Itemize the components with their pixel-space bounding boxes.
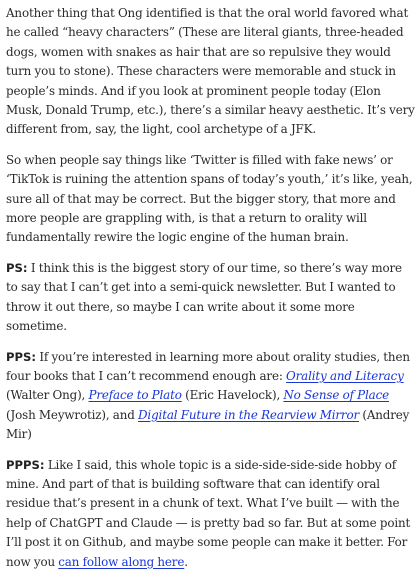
paragraph-orality-rewire: So when people say things like ‘Twitter is filled with fake news’ or ‘TikTok is ruining the attention spans of today’s youth,’ it’s like, yeah, sure all of that may be correct. But the bigger story, that more and more people are grappling with, is that a return to orality will fundamentally rewire the logic engine of the human brain. [6, 152, 413, 245]
book-link-preface-to-plato[interactable]: Preface to Plato [88, 388, 182, 403]
ppps-label: PPPS: [6, 457, 45, 472]
postscript-ppps [6, 456, 416, 572]
paragraph-heavy-characters: Another thing that Ong identified is that the oral world favored what he called “heavy characters” (These are literal giants, three-headed dogs, women with snakes as hair that are so repulsive they would turn you to stone). These characters were memorable and stuck in people’s minds. And if you look at prominent people today (Elon Musk, Donald Trump, etc.), there’s a similar heavy aesthetic. It’s very different from, say, the light, cool archetype of a JFK. [6, 6, 415, 137]
book-author-2: (Eric Havelock), [181, 388, 284, 403]
book-link-orality-and-literacy[interactable]: Orality and Literacy [286, 368, 404, 383]
book-author-4: (Andrey Mir) [6, 407, 410, 442]
postscript-pps [6, 348, 416, 445]
ps-label: PS: [6, 260, 28, 275]
ppps-end: . [184, 554, 188, 569]
book-author-1: (Walter Ong), [6, 388, 89, 403]
postscript-ps [6, 259, 416, 337]
book-link-no-sense-of-place[interactable]: No Sense of Place [283, 388, 390, 403]
ps-text: I think this is the biggest story of our time, so there’s way more to say that I can’t get into a semi-quick newsletter. But I wanted to throw it out there, so maybe I can write about it some more sometime. [6, 260, 402, 334]
ppps-text: Like I said, this whole topic is a side-side-side-side hobby of mine. And part of that is building software that can identify oral residue that’s present in a chunk of text. What I’ve built — with the help of ChatGPT and Claude — is pretty bad so far. But at some point I’ll post it on Github, and maybe some people can make it better. For now you [6, 457, 411, 569]
book-author-3: (Josh Meywrotiz), and [6, 407, 139, 422]
follow-along-link[interactable]: can follow along here [58, 554, 185, 569]
article-body [6, 4, 416, 572]
pps-label: PPS: [6, 349, 36, 364]
pps-intro: If you’re interested in learning more about orality studies, then four books that I can’t recommend enough are: [6, 349, 410, 383]
book-link-digital-future[interactable]: Digital Future in the Rearview Mirror [138, 407, 360, 422]
